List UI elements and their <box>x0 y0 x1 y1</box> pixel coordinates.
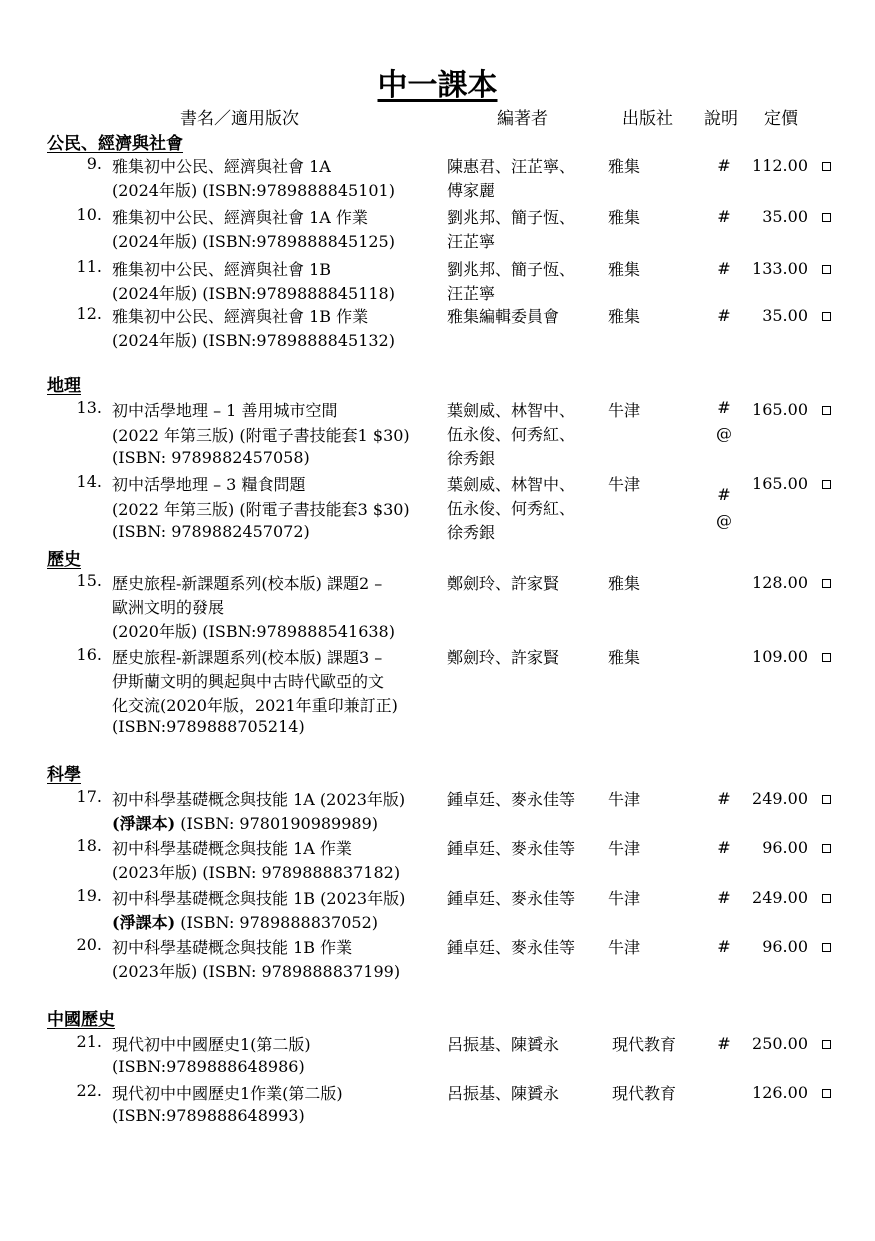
item-number: 15. <box>76 571 102 590</box>
hash-mark: # <box>717 259 731 278</box>
book-title-line: (2024年版) (ISBN:9789888845118) <box>112 284 395 303</box>
item-number: 19. <box>76 886 102 905</box>
hash-mark: # <box>717 1034 731 1053</box>
item-number: 13. <box>76 398 102 417</box>
price: 112.00 <box>752 156 808 175</box>
book-title-line: (ISBN:9789888648993) <box>112 1106 305 1125</box>
item-number: 21. <box>76 1032 102 1051</box>
author-line: 鄭劍玲、許家賢 <box>447 574 560 593</box>
book-title-line: 化交流(2020年版，2021年重印兼訂正) <box>112 696 398 715</box>
book-title-line: (ISBN: 9789882457058) <box>112 448 310 467</box>
order-checkbox[interactable] <box>822 480 831 489</box>
order-checkbox[interactable] <box>822 894 831 903</box>
publisher: 現代教育 <box>612 1084 677 1103</box>
price: 35.00 <box>762 207 808 226</box>
item-number: 17. <box>76 787 102 806</box>
price: 128.00 <box>752 573 808 592</box>
item-number: 22. <box>76 1081 102 1100</box>
book-title-line: 初中科學基礎概念與技能 1B (2023年版) <box>112 889 406 908</box>
book-title-line: (2020年版) (ISBN:9789888541638) <box>112 622 395 641</box>
hash-mark: # <box>717 937 731 956</box>
book-title-line: (ISBN:9789888705214) <box>112 717 305 736</box>
book-title-line: (ISBN:9789888648986) <box>112 1057 305 1076</box>
order-checkbox[interactable] <box>822 1089 831 1098</box>
author-line: 傅家麗 <box>447 181 496 200</box>
order-checkbox[interactable] <box>822 579 831 588</box>
publisher: 牛津 <box>608 790 641 809</box>
order-checkbox[interactable] <box>822 312 831 321</box>
publisher: 雅集 <box>608 307 641 326</box>
item-number: 16. <box>76 645 102 664</box>
book-title-line: 雅集初中公民、經濟與社會 1A 作業 <box>112 208 368 227</box>
hash-mark: # <box>717 398 731 417</box>
price: 250.00 <box>752 1034 808 1053</box>
author-line: 葉劍威、林智中、 <box>447 475 576 494</box>
author-line: 呂振基、陳贇永 <box>447 1035 560 1054</box>
author-line: 陳惠君、汪芷寧、 <box>447 157 576 176</box>
publisher: 牛津 <box>608 475 641 494</box>
price: 249.00 <box>752 888 808 907</box>
author-line: 汪芷寧 <box>447 232 496 251</box>
book-title-line: 初中科學基礎概念與技能 1B 作業 <box>112 938 353 957</box>
book-title-line: 初中活學地理 – 3 糧食問題 <box>112 475 306 494</box>
author-line: 葉劍威、林智中、 <box>447 401 576 420</box>
publisher: 牛津 <box>608 938 641 957</box>
publisher: 牛津 <box>608 889 641 908</box>
order-checkbox[interactable] <box>822 265 831 274</box>
item-number: 14. <box>76 472 102 491</box>
book-title-line: (2024年版) (ISBN:9789888845132) <box>112 331 395 350</box>
author-line: 鄭劍玲、許家賢 <box>447 648 560 667</box>
author-line: 汪芷寧 <box>447 284 496 303</box>
item-number: 10. <box>76 205 102 224</box>
publisher: 雅集 <box>608 260 641 279</box>
publisher: 雅集 <box>608 157 641 176</box>
book-title-line: 雅集初中公民、經濟與社會 1A <box>112 157 331 176</box>
book-title-line: (2023年版) (ISBN: 9789888837182) <box>112 863 401 882</box>
publisher: 現代教育 <box>612 1035 677 1054</box>
header-note: 說明 <box>704 109 738 129</box>
book-title-line: (2024年版) (ISBN:9789888845101) <box>112 181 395 200</box>
price: 165.00 <box>752 474 808 493</box>
hash-mark: # <box>717 485 731 504</box>
item-number: 11. <box>76 257 102 276</box>
order-checkbox[interactable] <box>822 406 831 415</box>
author-line: 徐秀銀 <box>447 523 496 542</box>
author-line: 雅集編輯委員會 <box>447 307 560 326</box>
book-title-line: 初中科學基礎概念與技能 1A (2023年版) <box>112 790 406 809</box>
book-title-line: 歷史旅程-新課題系列(校本版) 課題3 – <box>112 648 383 667</box>
book-title-line: 現代初中中國歷史1作業(第二版) <box>112 1084 343 1103</box>
item-number: 20. <box>76 935 102 954</box>
section-heading: 科學 <box>47 765 81 785</box>
order-checkbox[interactable] <box>822 795 831 804</box>
order-checkbox[interactable] <box>822 653 831 662</box>
author-line: 劉兆邦、簡子恆、 <box>447 260 576 279</box>
author-line: 鍾卓廷、麥永佳等 <box>447 839 576 858</box>
publisher: 雅集 <box>608 208 641 227</box>
book-title-line: 雅集初中公民、經濟與社會 1B <box>112 260 332 279</box>
section-heading: 地理 <box>47 376 81 396</box>
price: 96.00 <box>762 937 808 956</box>
hash-mark: # <box>717 207 731 226</box>
book-title-line: 歐洲文明的發展 <box>112 598 225 617</box>
publisher: 牛津 <box>608 401 641 420</box>
book-title-line: (2024年版) (ISBN:9789888845125) <box>112 232 395 251</box>
order-checkbox[interactable] <box>822 943 831 952</box>
at-mark: @ <box>716 424 732 443</box>
page-title: 中一課本 <box>377 68 498 103</box>
header-author: 編著者 <box>497 109 548 129</box>
author-line: 鍾卓廷、麥永佳等 <box>447 790 576 809</box>
header-book: 書名／適用版次 <box>180 109 299 129</box>
hash-mark: # <box>717 306 731 325</box>
author-line: 劉兆邦、簡子恆、 <box>447 208 576 227</box>
item-number: 18. <box>76 836 102 855</box>
clean-textbook-label: (淨課本) <box>112 814 176 833</box>
price: 96.00 <box>762 838 808 857</box>
header-price: 定價 <box>764 109 798 129</box>
order-checkbox[interactable] <box>822 1040 831 1049</box>
order-checkbox[interactable] <box>822 844 831 853</box>
book-title-line: (2022 年第三版) (附電子書技能套1 $30) <box>112 426 410 445</box>
at-mark: @ <box>716 511 732 530</box>
book-title-line: (淨課本) (ISBN: 9780190989989) <box>112 814 379 833</box>
book-title-line: 初中科學基礎概念與技能 1A 作業 <box>112 839 352 858</box>
book-title-line: (2022 年第三版) (附電子書技能套3 $30) <box>112 500 410 519</box>
price: 249.00 <box>752 789 808 808</box>
author-line: 徐秀銀 <box>447 449 496 468</box>
publisher: 牛津 <box>608 839 641 858</box>
hash-mark: # <box>717 888 731 907</box>
book-title-line: 伊斯蘭文明的興起與中古時代歐亞的文 <box>112 672 385 691</box>
hash-mark: # <box>717 789 731 808</box>
price: 35.00 <box>762 306 808 325</box>
price: 126.00 <box>752 1083 808 1102</box>
clean-textbook-label: (淨課本) <box>112 913 176 932</box>
section-heading: 中國歷史 <box>47 1010 115 1030</box>
price: 133.00 <box>752 259 808 278</box>
book-title-line: 現代初中中國歷史1(第二版) <box>112 1035 311 1054</box>
author-line: 呂振基、陳贇永 <box>447 1084 560 1103</box>
publisher: 雅集 <box>608 574 641 593</box>
author-line: 伍永俊、何秀紅、 <box>447 499 576 518</box>
hash-mark: # <box>717 156 731 175</box>
book-title-line: (ISBN: 9789882457072) <box>112 522 310 541</box>
book-title-line: 初中活學地理 – 1 善用城市空間 <box>112 401 338 420</box>
header-publisher: 出版社 <box>622 109 673 129</box>
price: 165.00 <box>752 400 808 419</box>
section-heading: 歷史 <box>47 550 81 570</box>
book-title-line: (淨課本) (ISBN: 9789888837052) <box>112 913 379 932</box>
hash-mark: # <box>717 838 731 857</box>
item-number: 9. <box>86 154 102 173</box>
section-heading: 公民、經濟與社會 <box>47 134 183 154</box>
item-number: 12. <box>76 304 102 323</box>
price: 109.00 <box>752 647 808 666</box>
book-title-line: 雅集初中公民、經濟與社會 1B 作業 <box>112 307 369 326</box>
order-checkbox[interactable] <box>822 162 831 171</box>
author-line: 鍾卓廷、麥永佳等 <box>447 889 576 908</box>
book-title-line: 歷史旅程-新課題系列(校本版) 課題2 – <box>112 574 383 593</box>
order-checkbox[interactable] <box>822 213 831 222</box>
author-line: 鍾卓廷、麥永佳等 <box>447 938 576 957</box>
book-title-line: (2023年版) (ISBN: 9789888837199) <box>112 962 401 981</box>
publisher: 雅集 <box>608 648 641 667</box>
author-line: 伍永俊、何秀紅、 <box>447 425 576 444</box>
